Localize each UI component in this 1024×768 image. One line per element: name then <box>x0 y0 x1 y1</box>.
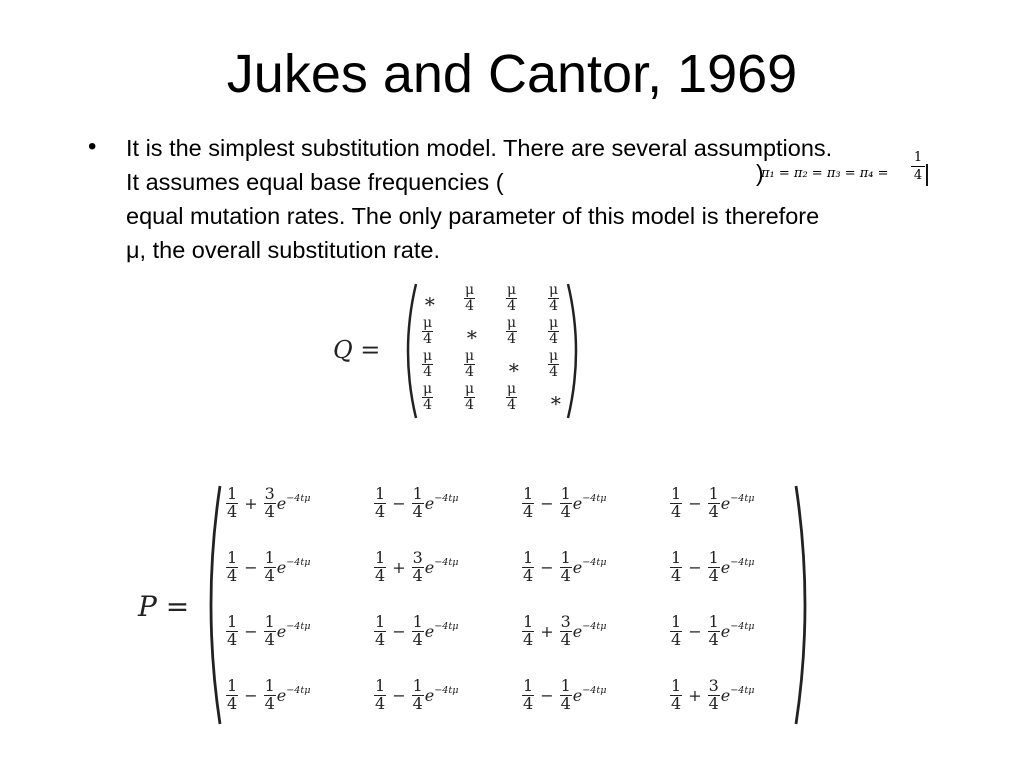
p-constant-fraction <box>226 614 238 649</box>
p-plus-sign: + <box>244 493 258 513</box>
p-constant-fraction <box>670 486 682 521</box>
p-constant-denominator: 4 <box>227 501 238 521</box>
p-exp-base: e <box>424 494 435 514</box>
p-constant-denominator: 4 <box>375 629 386 649</box>
p-constant-numerator: 1 <box>375 612 386 631</box>
p-left-paren <box>211 486 220 724</box>
p-constant-fraction <box>374 486 386 521</box>
p-constant-numerator: 1 <box>671 484 682 503</box>
bullet-marker: • <box>88 133 97 160</box>
bullet-line-1: It is the simplest substitution model. There are several assumptions. <box>126 135 833 161</box>
p-coefficient-numerator: 1 <box>560 676 571 695</box>
p-constant-denominator: 4 <box>375 501 386 521</box>
p-coefficient-numerator: 1 <box>708 548 719 567</box>
p-matrix-cell <box>521 614 606 649</box>
bullet-line-4: μ, the overall substitution rate. <box>126 237 440 263</box>
p-exp-base: e <box>424 558 435 578</box>
inline-frac-bar <box>911 166 925 167</box>
p-constant-fraction <box>374 550 386 585</box>
p-coefficient-numerator: 3 <box>708 676 719 695</box>
p-coefficient-fraction <box>560 486 572 521</box>
p-exponential-term <box>573 685 607 705</box>
p-minus-sign: − <box>244 557 258 577</box>
p-exponent: −4tμ <box>434 621 459 633</box>
p-constant-fraction <box>226 486 238 521</box>
p-constant-fraction <box>670 614 682 649</box>
p-matrix-cell <box>373 486 458 521</box>
q-entry-numerator: μ <box>549 282 559 298</box>
p-constant-denominator: 4 <box>523 565 534 585</box>
p-exp-base: e <box>276 686 287 706</box>
p-minus-sign: − <box>688 493 702 513</box>
q-entry-numerator: μ <box>507 282 517 298</box>
p-coefficient-numerator: 3 <box>560 612 571 631</box>
p-coefficient-denominator: 4 <box>264 565 275 585</box>
p-exp-base: e <box>572 494 583 514</box>
p-exponent: −4tμ <box>730 685 755 697</box>
p-minus-sign: − <box>392 621 406 641</box>
q-matrix-cell <box>421 382 434 412</box>
bullet-line-3: equal mutation rates. The only parameter of this model is therefore <box>126 203 820 229</box>
p-coefficient-fraction <box>560 678 572 713</box>
p-exponent: −4tμ <box>582 557 607 569</box>
p-matrix-cell <box>521 550 606 585</box>
p-exponent: −4tμ <box>582 493 607 505</box>
p-exp-base: e <box>720 558 731 578</box>
inline-close-bar: | <box>924 160 930 186</box>
p-constant-numerator: 1 <box>227 484 238 503</box>
p-exponential-term <box>721 557 755 577</box>
p-matrix-cell <box>225 678 310 713</box>
q-entry-denominator: 4 <box>549 297 559 314</box>
q-diagonal-asterisk: ∗ <box>507 355 521 379</box>
p-coefficient-numerator: 1 <box>560 484 571 503</box>
p-exponent: −4tμ <box>434 685 459 697</box>
p-constant-fraction <box>670 550 682 585</box>
q-entry-fraction <box>548 349 559 379</box>
p-exponent: −4tμ <box>582 685 607 697</box>
q-entry-numerator: μ <box>507 381 517 397</box>
p-matrix-cell <box>373 614 458 649</box>
p-exponent: −4tμ <box>286 685 311 697</box>
p-coefficient-fraction <box>412 486 424 521</box>
p-coefficient-numerator: 1 <box>708 484 719 503</box>
q-entry-denominator: 4 <box>507 396 517 413</box>
q-entry-fraction <box>506 382 517 412</box>
p-coefficient-denominator: 4 <box>560 501 571 521</box>
q-left-paren <box>408 284 416 418</box>
p-coefficient-fraction <box>264 614 276 649</box>
q-entry-denominator: 4 <box>465 363 475 380</box>
p-exponent: −4tμ <box>730 493 755 505</box>
q-entry-numerator: μ <box>549 348 559 364</box>
p-exp-base: e <box>276 494 287 514</box>
p-constant-numerator: 1 <box>227 548 238 567</box>
p-constant-numerator: 1 <box>375 676 386 695</box>
p-coefficient-denominator: 4 <box>560 693 571 713</box>
p-constant-numerator: 1 <box>671 612 682 631</box>
p-constant-fraction <box>522 614 534 649</box>
p-matrix-cell <box>669 486 754 521</box>
p-matrix-cell <box>669 614 754 649</box>
q-diagonal-asterisk: ∗ <box>465 322 479 346</box>
bullet-line-2: It assumes equal base frequencies ( <box>126 169 504 195</box>
q-right-paren <box>568 284 576 418</box>
p-minus-sign: − <box>540 685 554 705</box>
p-matrix-cell <box>521 486 606 521</box>
q-matrix-cell <box>421 349 434 379</box>
q-entry-numerator: μ <box>465 381 475 397</box>
q-matrix-cell <box>547 349 560 379</box>
p-exponent: −4tμ <box>730 621 755 633</box>
p-exponential-term <box>425 557 459 577</box>
p-constant-numerator: 1 <box>523 484 534 503</box>
p-coefficient-fraction <box>412 614 424 649</box>
p-coefficient-fraction <box>264 486 276 521</box>
p-exponential-term <box>277 493 311 513</box>
inline-paren: ) <box>756 160 764 186</box>
p-exponential-term <box>277 621 311 641</box>
p-coefficient-numerator: 3 <box>412 548 423 567</box>
p-coefficient-denominator: 4 <box>560 565 571 585</box>
p-exponential-term <box>573 621 607 641</box>
slide-title: Jukes and Cantor, 1969 <box>226 44 798 104</box>
q-matrix-cell <box>463 283 476 313</box>
q-entry-fraction <box>422 382 433 412</box>
p-constant-numerator: 1 <box>523 676 534 695</box>
p-coefficient-denominator: 4 <box>412 501 423 521</box>
p-coefficient-denominator: 4 <box>708 501 719 521</box>
q-entry-denominator: 4 <box>423 396 433 413</box>
q-entry-denominator: 4 <box>423 330 433 347</box>
p-coefficient-fraction <box>708 678 720 713</box>
p-coefficient-fraction <box>412 550 424 585</box>
p-exponential-term <box>721 621 755 641</box>
q-entry-fraction <box>506 316 517 346</box>
p-coefficient-numerator: 1 <box>264 548 275 567</box>
q-entry-fraction <box>422 316 433 346</box>
p-exponent: −4tμ <box>730 557 755 569</box>
p-exp-base: e <box>720 494 731 514</box>
p-exponent: −4tμ <box>434 557 459 569</box>
p-matrix-cell <box>373 550 458 585</box>
p-constant-fraction <box>226 550 238 585</box>
p-coefficient-denominator: 4 <box>708 693 719 713</box>
q-diagonal-asterisk: ∗ <box>423 289 437 313</box>
q-matrix-cell <box>463 316 481 346</box>
q-entry-denominator: 4 <box>507 297 517 314</box>
p-coefficient-numerator: 1 <box>264 676 275 695</box>
p-constant-numerator: 1 <box>671 548 682 567</box>
p-coefficient-fraction <box>412 678 424 713</box>
p-exp-base: e <box>572 622 583 642</box>
p-minus-sign: − <box>540 557 554 577</box>
q-matrix-cell <box>505 349 523 379</box>
q-entry-fraction <box>422 349 433 379</box>
p-constant-fraction <box>374 614 386 649</box>
q-entry-denominator: 4 <box>549 363 559 380</box>
p-coefficient-denominator: 4 <box>264 693 275 713</box>
p-minus-sign: − <box>244 685 258 705</box>
p-exponential-term <box>425 621 459 641</box>
p-coefficient-fraction <box>708 614 720 649</box>
q-matrix-cell <box>547 316 560 346</box>
p-constant-denominator: 4 <box>227 693 238 713</box>
p-constant-fraction <box>670 678 682 713</box>
bullet-text <box>126 131 996 267</box>
p-matrix-cell <box>225 614 310 649</box>
p-minus-sign: − <box>688 621 702 641</box>
p-coefficient-denominator: 4 <box>412 565 423 585</box>
p-exp-base: e <box>572 686 583 706</box>
p-exponent: −4tμ <box>286 493 311 505</box>
p-coefficient-denominator: 4 <box>264 501 275 521</box>
p-exp-base: e <box>424 686 435 706</box>
p-constant-denominator: 4 <box>671 693 682 713</box>
p-exponential-term <box>573 557 607 577</box>
p-constant-denominator: 4 <box>375 693 386 713</box>
q-entry-fraction <box>464 382 475 412</box>
q-matrix-lhs: Q = <box>333 336 381 364</box>
p-constant-denominator: 4 <box>523 501 534 521</box>
p-matrix-cell <box>669 550 754 585</box>
p-coefficient-numerator: 1 <box>708 612 719 631</box>
p-constant-denominator: 4 <box>375 565 386 585</box>
q-matrix-cell <box>547 283 560 313</box>
q-matrix-cell <box>463 349 476 379</box>
p-minus-sign: − <box>688 557 702 577</box>
p-constant-fraction <box>226 678 238 713</box>
p-coefficient-denominator: 4 <box>560 629 571 649</box>
p-constant-denominator: 4 <box>523 693 534 713</box>
p-constant-numerator: 1 <box>227 612 238 631</box>
p-minus-sign: − <box>540 493 554 513</box>
p-exponential-term <box>573 493 607 513</box>
q-matrix-cell <box>505 283 518 313</box>
p-coefficient-numerator: 1 <box>264 612 275 631</box>
q-matrix-cell <box>547 382 565 412</box>
q-matrix-cell <box>505 382 518 412</box>
p-constant-denominator: 4 <box>227 629 238 649</box>
p-exp-base: e <box>720 686 731 706</box>
q-entry-fraction <box>464 349 475 379</box>
q-entry-numerator: μ <box>423 315 433 331</box>
p-exp-base: e <box>424 622 435 642</box>
q-entry-fraction <box>548 283 559 313</box>
q-entry-numerator: μ <box>465 282 475 298</box>
p-constant-fraction <box>522 550 534 585</box>
p-constant-numerator: 1 <box>523 612 534 631</box>
p-plus-sign: + <box>688 685 702 705</box>
q-diagonal-asterisk: ∗ <box>549 388 563 412</box>
p-coefficient-fraction <box>560 614 572 649</box>
p-coefficient-denominator: 4 <box>708 629 719 649</box>
q-matrix-cell <box>505 316 518 346</box>
p-coefficient-numerator: 1 <box>560 548 571 567</box>
q-matrix-cell <box>421 283 439 313</box>
p-coefficient-numerator: 1 <box>412 484 423 503</box>
q-entry-fraction <box>506 283 517 313</box>
p-exponential-term <box>425 493 459 513</box>
p-matrix-cell <box>669 678 754 713</box>
p-matrix-cell <box>225 486 310 521</box>
p-minus-sign: − <box>392 493 406 513</box>
p-minus-sign: − <box>392 685 406 705</box>
q-entry-numerator: μ <box>507 315 517 331</box>
p-coefficient-fraction <box>264 678 276 713</box>
q-entry-denominator: 4 <box>549 330 559 347</box>
p-constant-fraction <box>522 486 534 521</box>
p-constant-denominator: 4 <box>671 629 682 649</box>
p-constant-denominator: 4 <box>671 501 682 521</box>
p-constant-denominator: 4 <box>227 565 238 585</box>
p-exp-base: e <box>720 622 731 642</box>
p-exp-base: e <box>276 558 287 578</box>
p-constant-fraction <box>374 678 386 713</box>
q-matrix-cell <box>421 316 434 346</box>
p-constant-fraction <box>522 678 534 713</box>
q-entry-fraction <box>548 316 559 346</box>
inline-fraction <box>911 150 925 183</box>
p-exponential-term <box>425 685 459 705</box>
p-exponential-term <box>721 685 755 705</box>
q-entry-fraction <box>464 283 475 313</box>
p-constant-denominator: 4 <box>671 565 682 585</box>
p-exponent: −4tμ <box>286 621 311 633</box>
p-constant-numerator: 1 <box>375 484 386 503</box>
p-plus-sign: + <box>392 557 406 577</box>
q-entry-denominator: 4 <box>465 396 475 413</box>
inline-frac-den: 4 <box>913 168 923 183</box>
p-coefficient-fraction <box>708 486 720 521</box>
p-matrix-cell <box>373 678 458 713</box>
p-coefficient-denominator: 4 <box>412 693 423 713</box>
p-exponent: −4tμ <box>434 493 459 505</box>
p-exp-base: e <box>572 558 583 578</box>
p-coefficient-numerator: 3 <box>264 484 275 503</box>
p-constant-numerator: 1 <box>227 676 238 695</box>
p-exponential-term <box>277 685 311 705</box>
p-coefficient-fraction <box>560 550 572 585</box>
inline-pi-terms: π₁ = π₂ = π₃ = π₄ = <box>761 166 889 181</box>
p-exponent: −4tμ <box>286 557 311 569</box>
q-entry-numerator: μ <box>423 381 433 397</box>
p-coefficient-denominator: 4 <box>264 629 275 649</box>
p-matrix-cell <box>521 678 606 713</box>
p-constant-numerator: 1 <box>671 676 682 695</box>
q-entry-denominator: 4 <box>507 330 517 347</box>
p-constant-denominator: 4 <box>523 629 534 649</box>
p-minus-sign: − <box>244 621 258 641</box>
p-matrix-cell <box>225 550 310 585</box>
p-right-paren <box>796 486 805 724</box>
p-plus-sign: + <box>540 621 554 641</box>
p-coefficient-fraction <box>708 550 720 585</box>
p-exponential-term <box>721 493 755 513</box>
q-entry-numerator: μ <box>549 315 559 331</box>
q-entry-numerator: μ <box>423 348 433 364</box>
q-entry-denominator: 4 <box>423 363 433 380</box>
p-exp-base: e <box>276 622 287 642</box>
p-coefficient-numerator: 1 <box>412 612 423 631</box>
p-exponential-term <box>277 557 311 577</box>
q-matrix-cell <box>463 382 476 412</box>
p-matrix-lhs: P = <box>138 590 190 623</box>
p-coefficient-denominator: 4 <box>708 565 719 585</box>
p-constant-numerator: 1 <box>375 548 386 567</box>
p-coefficient-fraction <box>264 550 276 585</box>
q-entry-denominator: 4 <box>465 297 475 314</box>
inline-frac-num: 1 <box>913 150 923 165</box>
p-constant-numerator: 1 <box>523 548 534 567</box>
p-coefficient-numerator: 1 <box>412 676 423 695</box>
p-coefficient-denominator: 4 <box>412 629 423 649</box>
q-entry-numerator: μ <box>465 348 475 364</box>
p-exponent: −4tμ <box>582 621 607 633</box>
